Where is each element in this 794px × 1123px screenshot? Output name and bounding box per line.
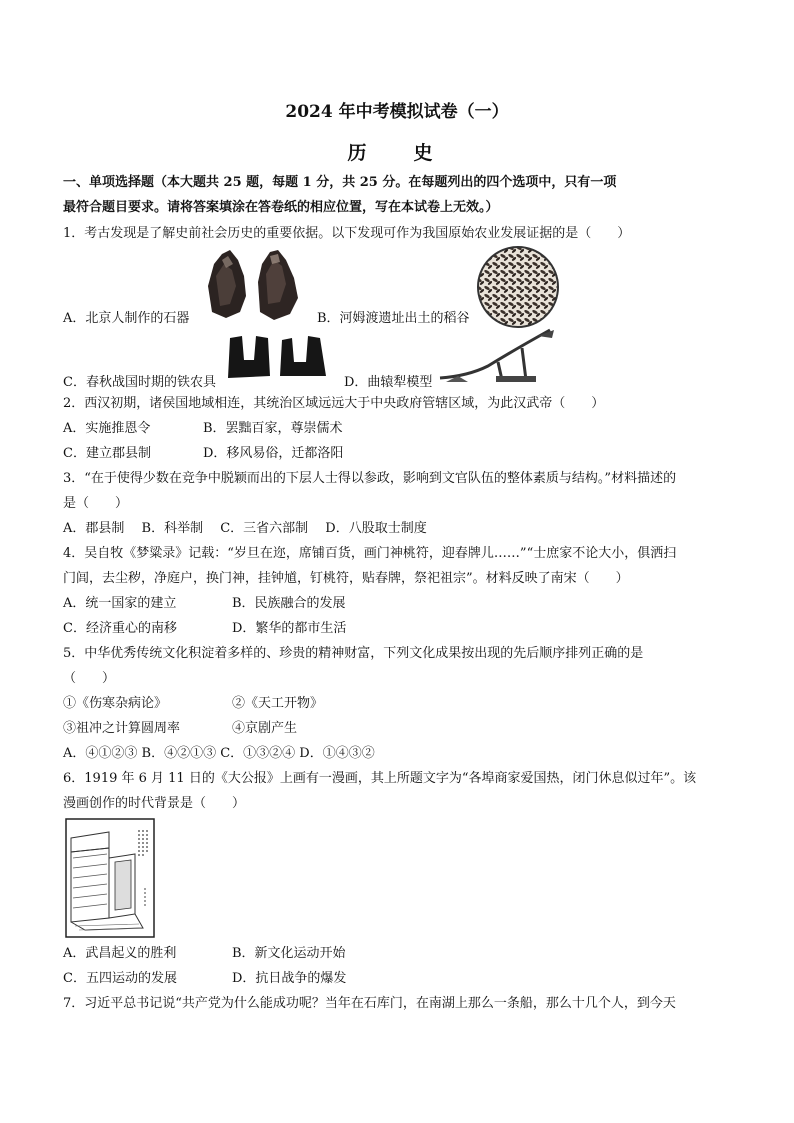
q6-option-d[interactable]: D．抗日战争的爆发 [232, 971, 347, 986]
rice-grains-image [476, 245, 560, 329]
cartoon-image [65, 818, 155, 938]
q2-option-a[interactable]: A．实施推恩令 [63, 421, 151, 436]
q5-item-3: ③祖冲之计算圆周率 [63, 721, 181, 736]
q6-stem-line1: 6．1919 年 6 月 11 日的《大公报》上画有一漫画，其上所题文字为“各埠商家爱国热，闭门休息似过年”。该 [63, 771, 697, 786]
q4-option-d[interactable]: D．繁华的都市生活 [232, 621, 347, 636]
q3-stem-line1: 3．“在于使得少数在竞争中脱颖而出的下层人士得以参政，影响到文官队伍的整体素质与结构。”材料描述的 [63, 471, 677, 486]
q4-stem-line1: 4．吴自牧《梦粱录》记载：“岁旦在迩，席铺百货，画门神桃符，迎春牌儿……”“士庶家不论大小，俱洒扫 [63, 546, 677, 561]
q5-item-4: ④京剧产生 [232, 721, 298, 736]
q6-stem-line2: 漫画创作的时代背景是（ ） [63, 796, 246, 811]
q5-item-2: ②《天工开物》 [232, 696, 324, 711]
q7-stem-line1: 7．习近平总书记说“共产党为什么能成功呢？当年在石库门，在南湖上那么一条船，那么十几个人，到今天 [63, 996, 676, 1011]
q1-option-c[interactable]: C．春秋战国时期的铁农具 [63, 375, 216, 390]
section-heading-line1: 一、单项选择题（本大题共 25 题，每题 1 分，共 25 分。在每题列出的四个选项中，只有一项 [63, 175, 617, 190]
q1-stem: 1．考古发现是了解史前社会历史的重要依据。以下发现可作为我国原始农业发展证据的是（ ） [63, 226, 631, 241]
stone-tools-image [200, 246, 306, 322]
q3-options[interactable]: A．郡县制 B．科举制 C．三省六部制 D．八股取士制度 [63, 521, 427, 536]
q4-option-c[interactable]: C．经济重心的南移 [63, 621, 177, 636]
q5-stem-line1: 5．中华优秀传统文化积淀着多样的、珍贵的精神财富，下列文化成果按出现的先后顺序排列正确的是 [63, 646, 644, 661]
q6-option-c[interactable]: C．五四运动的发展 [63, 971, 177, 986]
q1-option-b[interactable]: B．河姆渡遗址出土的稻谷 [317, 311, 470, 326]
exam-title: 2024 年中考模拟试卷（一） [285, 102, 509, 122]
section-heading-line2: 最符合题目要求。请将答案填涂在答卷纸的相应位置，写在本试卷上无效。） [63, 200, 499, 215]
q5-item-1: ①《伤寒杂病论》 [63, 696, 168, 711]
q1-option-a[interactable]: A．北京人制作的石器 [63, 311, 190, 326]
q6-option-a[interactable]: A．武昌起义的胜利 [63, 946, 177, 961]
q2-stem: 2．西汉初期，诸侯国地域相连，其统治区域远远大于中央政府管辖区域，为此汉武帝（ ） [63, 396, 605, 411]
q2-option-c[interactable]: C．建立郡县制 [63, 446, 151, 461]
iron-tools-image [226, 330, 330, 384]
curved-plow-image [438, 326, 558, 386]
q2-option-d[interactable]: D．移风易俗，迁都洛阳 [203, 446, 344, 461]
q2-option-b[interactable]: B．罢黜百家，尊崇儒术 [203, 421, 343, 436]
q4-option-b[interactable]: B．民族融合的发展 [232, 596, 346, 611]
q4-stem-line2: 门闾，去尘秽，净庭户，换门神，挂钟馗，钉桃符，贴春牌，祭祀祖宗”。材料反映了南宋（ ） [63, 571, 629, 586]
subject-title: 历 史 [347, 142, 447, 164]
q5-options[interactable]: A．④①②③ B．④②①③ C．①③②④ D．①④③② [63, 746, 375, 761]
q6-option-b[interactable]: B．新文化运动开始 [232, 946, 346, 961]
q3-stem-line2: 是（ ） [63, 496, 129, 511]
q1-option-d[interactable]: D．曲辕犁模型 [344, 375, 433, 390]
q4-option-a[interactable]: A．统一国家的建立 [63, 596, 177, 611]
q5-stem-line2: （ ） [63, 671, 116, 686]
